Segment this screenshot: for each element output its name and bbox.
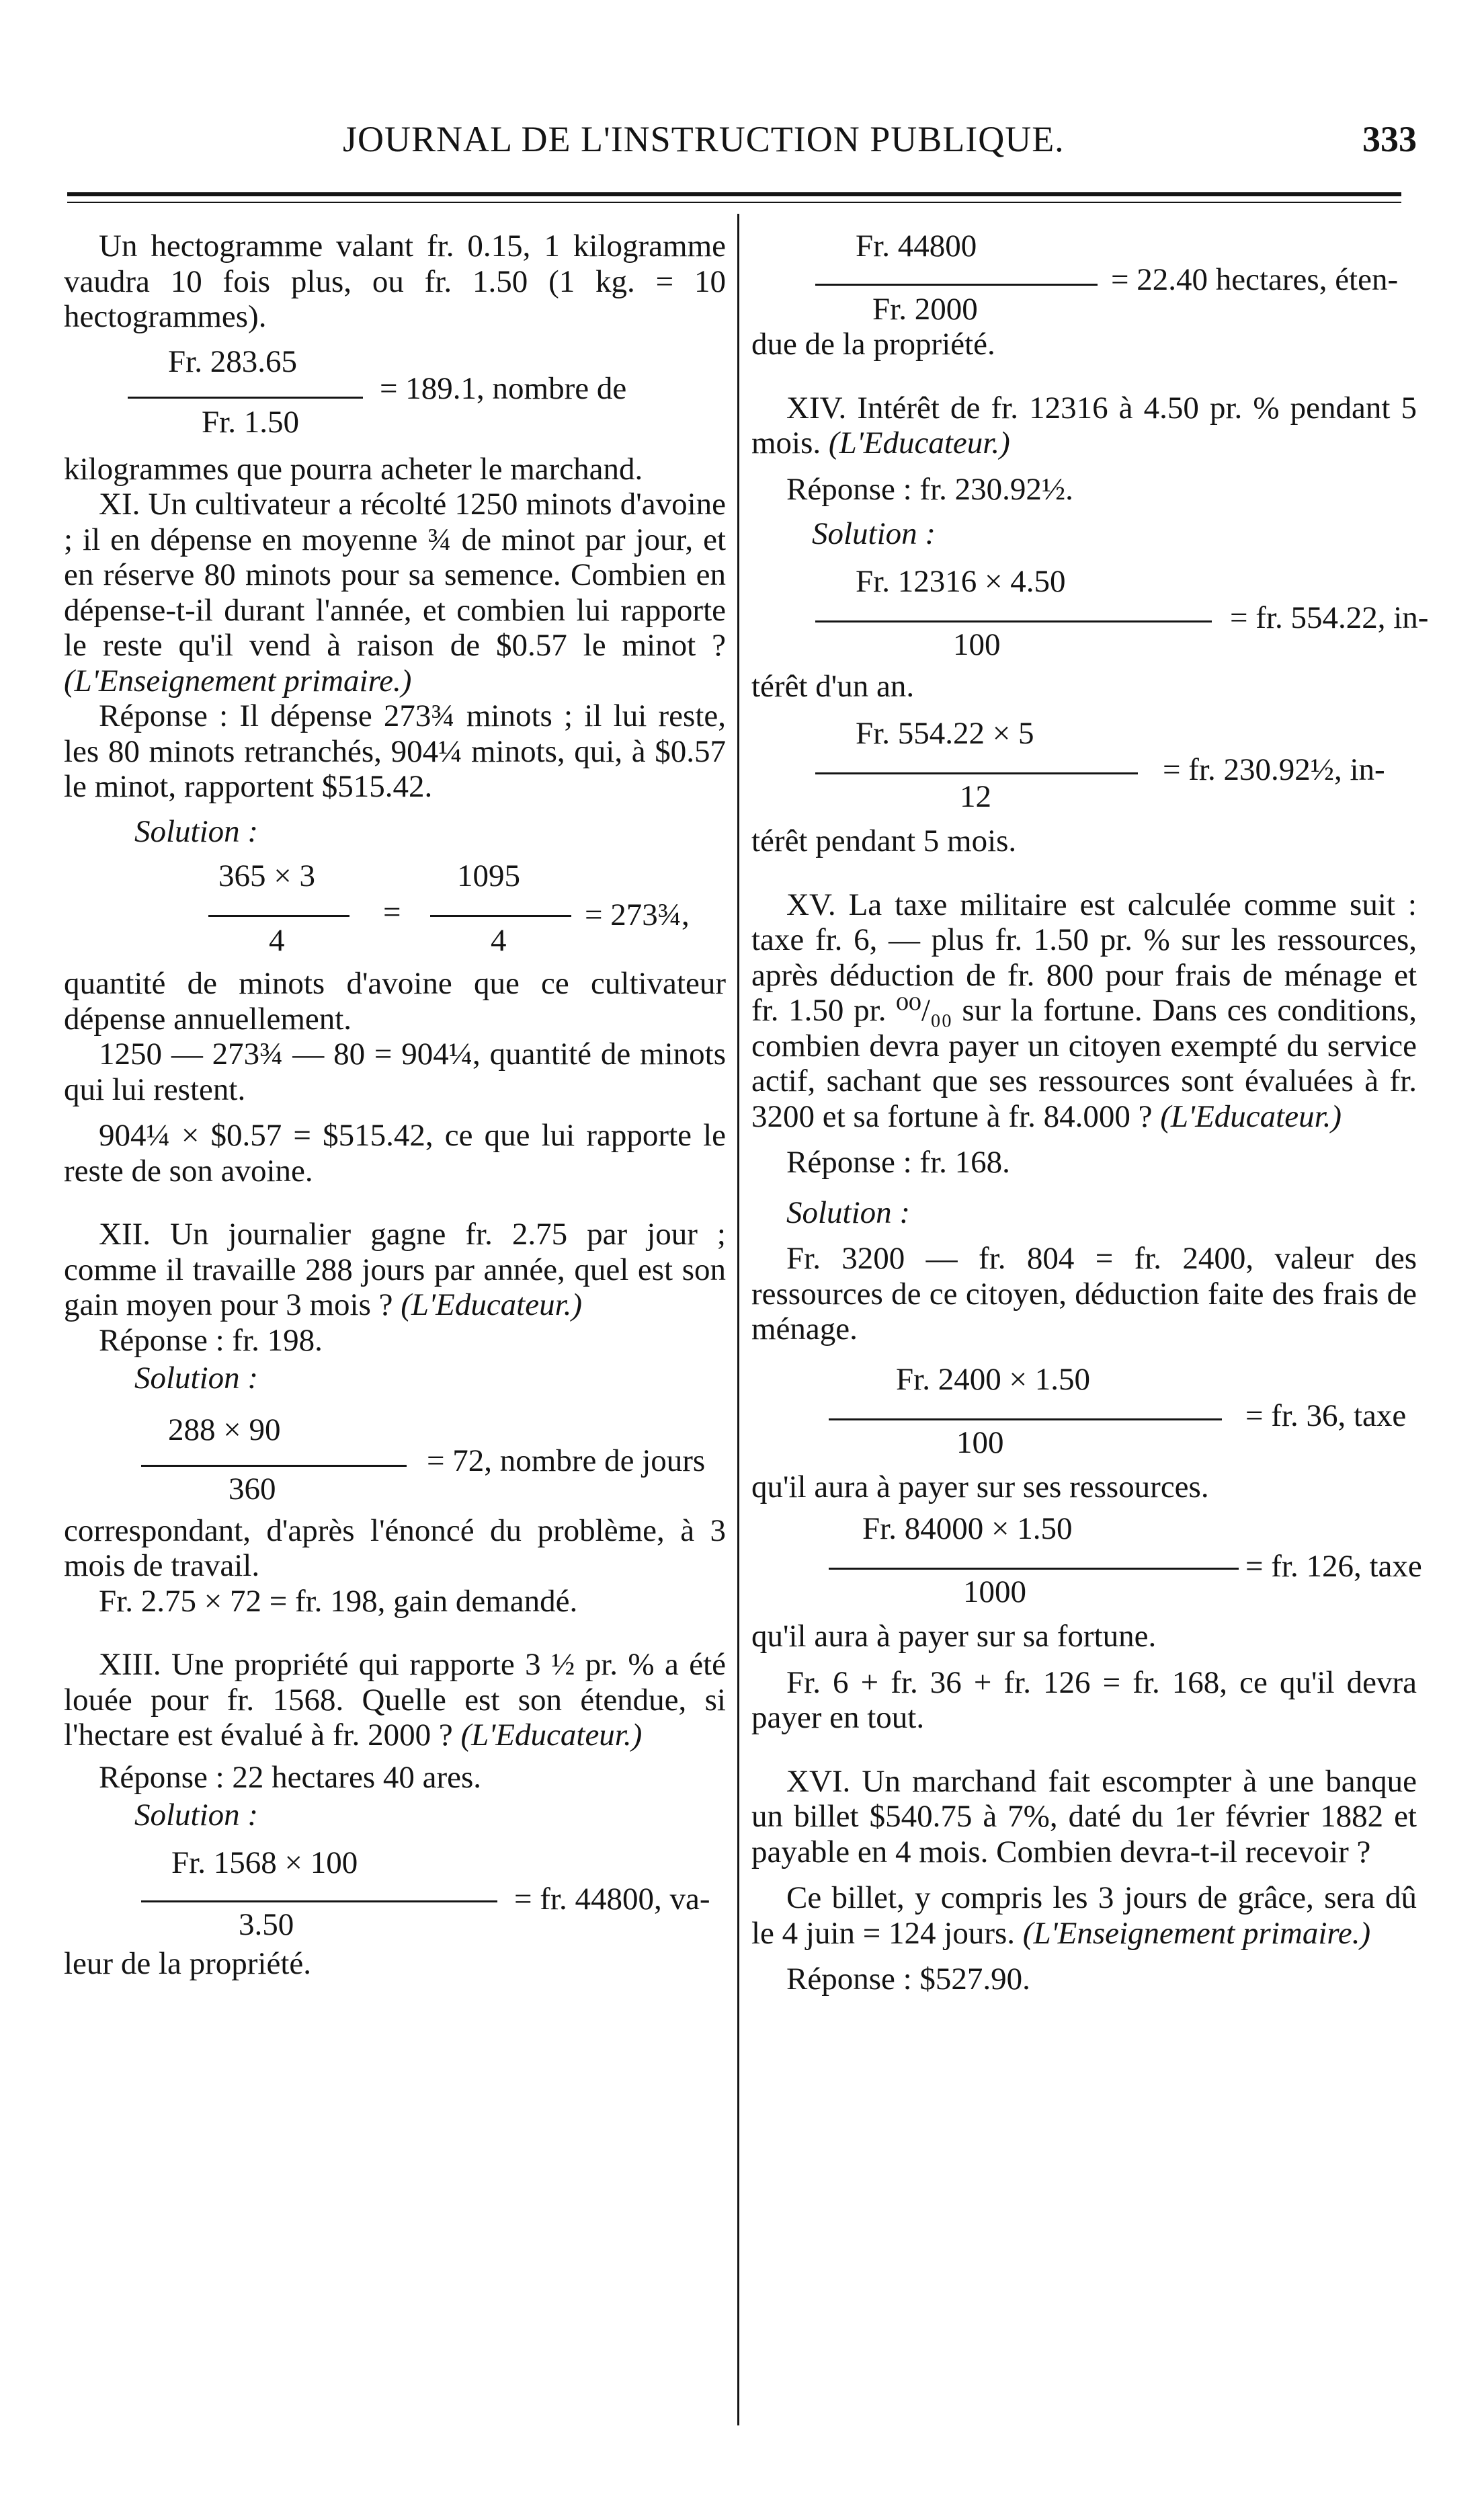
answer: Réponse : fr. 230.92½. bbox=[786, 471, 1073, 507]
answer: Réponse : 22 hectares 40 ares. bbox=[99, 1759, 482, 1795]
fraction-bar bbox=[141, 1465, 407, 1467]
paragraph: Fr. 3200 — fr. 804 = fr. 2400, valeur des ressources de ce citoyen, déduction faite des frais de ménage. bbox=[751, 1241, 1417, 1346]
formula-result: = fr. 230.92½, in- bbox=[1163, 752, 1385, 787]
formula-denominator: 100 bbox=[956, 1424, 1004, 1460]
fraction-bar bbox=[815, 620, 1212, 622]
paragraph: térêt pendant 5 mois. bbox=[751, 823, 1017, 858]
formula-journalier bbox=[64, 1406, 726, 1506]
fraction-bar bbox=[141, 1900, 497, 1902]
fraction-bar bbox=[829, 1568, 1239, 1570]
formula-denominator: Fr. 2000 bbox=[872, 292, 978, 327]
problem-source: (L'Enseignement primaire.) bbox=[1022, 1915, 1371, 1951]
paragraph: qu'il aura à payer sur ses ressources. bbox=[751, 1469, 1209, 1504]
formula-numerator: Fr. 554.22 × 5 bbox=[856, 716, 1034, 751]
formula-denominator: Fr. 1.50 bbox=[202, 404, 299, 440]
header-rule-thin bbox=[67, 202, 1401, 203]
formula-denominator: 100 bbox=[953, 627, 1001, 662]
formula-numerator: Fr. 44800 bbox=[856, 229, 977, 264]
answer: Réponse : fr. 198. bbox=[99, 1322, 323, 1358]
answer: Réponse : fr. 168. bbox=[786, 1145, 1010, 1180]
formula-result: = fr. 554.22, in- bbox=[1230, 600, 1429, 635]
formula-hectares bbox=[751, 229, 1417, 329]
formula-denominator: 360 bbox=[229, 1471, 276, 1506]
fraction-bar bbox=[815, 772, 1138, 774]
fraction-bar bbox=[815, 284, 1098, 286]
formula-hectogram bbox=[64, 344, 726, 457]
fraction-bar bbox=[829, 1418, 1222, 1420]
page-number: 333 bbox=[1362, 119, 1417, 159]
formula-equals: = bbox=[383, 895, 401, 930]
running-title: JOURNAL DE L'INSTRUCTION PUBLIQUE. bbox=[343, 119, 1065, 159]
solution-label: Solution : bbox=[812, 516, 936, 551]
running-header bbox=[0, 113, 1484, 167]
problem-xvi bbox=[751, 1764, 1417, 1870]
paragraph: térêt d'un an. bbox=[751, 668, 915, 704]
formula-denominator: 3.50 bbox=[239, 1906, 294, 1942]
formula-numerator: Fr. 12316 × 4.50 bbox=[856, 563, 1066, 599]
problem-xv bbox=[751, 887, 1417, 1135]
right-column bbox=[751, 229, 1429, 1997]
formula-propriete bbox=[64, 1843, 726, 1943]
problem-source: (L'Educateur.) bbox=[828, 426, 1010, 460]
problem-text: XIV. Intérêt de fr. 12316 à 4.50 pr. % pendant 5 mois. bbox=[751, 390, 1417, 460]
solution-label: Solution : bbox=[786, 1195, 911, 1230]
formula-taxe-fortune bbox=[751, 1511, 1422, 1612]
problem-xiv bbox=[751, 391, 1417, 461]
paragraph: Fr. 2.75 × 72 = fr. 198, gain demandé. bbox=[99, 1583, 578, 1619]
formula-result: = 273¾, bbox=[585, 897, 690, 932]
paragraph: 904¼ × $0.57 = $515.42, ce que lui rapporte le reste de son avoine. bbox=[64, 1118, 726, 1189]
formula-result: = 22.40 hectares, éten- bbox=[1111, 262, 1399, 297]
formula-interet-an bbox=[751, 561, 1429, 662]
paragraph: Un hectogramme valant fr. 0.15, 1 kilogramme vaudra 10 fois plus, ou fr. 1.50 (1 kg. = 10 hectogrammes). bbox=[64, 229, 726, 334]
problem-text: XVI. Un marchand fait escompter à une banque un billet $540.75 à 7%, daté du 1er février 1882 et payable en 4 mois. Combien devra-t-il recevoir ? bbox=[751, 1763, 1417, 1869]
problem-source: (L'Enseignement primaire.) bbox=[64, 663, 412, 698]
formula-result: = fr. 36, taxe bbox=[1245, 1398, 1407, 1433]
formula-numerator: 1095 bbox=[457, 858, 520, 893]
column-divider bbox=[737, 214, 739, 2425]
problem-xi bbox=[64, 487, 726, 698]
paragraph: kilogrammes que pourra acheter le marchand. bbox=[64, 451, 643, 487]
formula-numerator: 288 × 90 bbox=[168, 1412, 281, 1447]
formula-result: = 189.1, nombre de bbox=[380, 370, 627, 406]
formula-denominator: 4 bbox=[491, 923, 507, 958]
formula-denominator: 4 bbox=[269, 923, 285, 958]
formula-denominator: 12 bbox=[960, 779, 991, 814]
problem-source: (L'Educateur.) bbox=[1160, 1098, 1342, 1134]
formula-result: = 72, nombre de jours bbox=[427, 1443, 706, 1478]
problem-text: XIII. Une propriété qui rapporte 3 ½ pr. % a été louée pour fr. 1568. Quelle est son étendue, si l'hectare est évalué à fr. 2000 ? bbox=[64, 1647, 726, 1753]
problem-text: XII. Un journalier gagne fr. 2.75 par jour ; comme il travaille 288 jours par année, quel est son gain moyen pour 3 mois ? bbox=[64, 1217, 726, 1322]
problem-text: XI. Un cultivateur a récolté 1250 minots d'avoine ; il en dépense en moyenne ¾ de minot par jour, et en réserve 80 minots pour sa semence. Combien en dépense-t-il durant l'année, et combien lui rapporte le reste qu'il vend à raison de $0.57 le minot ? bbox=[64, 487, 726, 663]
formula-numerator: Fr. 283.65 bbox=[168, 344, 297, 379]
problem-text: XV. La taxe militaire est calculée comme suit : taxe fr. 6, — plus fr. 1.50 pr. % sur les ressources, après déduction de fr. 800 pour frais de ménage et fr. 1.50 pr. ⁰⁰/₀₀ sur la fortune. Dans ces conditions, combien devra payer un citoyen exempté du service actif, sachant que ses ressources sont évaluées à fr. 3200 et sa fortune à fr. 84.000 ? bbox=[751, 887, 1417, 1134]
problem-source: (L'Educateur.) bbox=[460, 1718, 643, 1753]
problem-xii bbox=[64, 1217, 726, 1323]
problem-source: (L'Educateur.) bbox=[401, 1287, 583, 1322]
answer: Réponse : Il dépense 273¾ minots ; il lui reste, les 80 minots retranchés, 904¼ minots, qui, à $0.57 le minot, rapportent $515.42. bbox=[64, 698, 726, 804]
formula-numerator: Fr. 1568 × 100 bbox=[171, 1845, 358, 1880]
fraction-bar bbox=[430, 915, 571, 917]
formula-taxe-ressources bbox=[751, 1362, 1417, 1463]
solution-label: Solution : bbox=[134, 1361, 259, 1396]
paragraph: leur de la propriété. bbox=[64, 1945, 311, 1981]
formula-result: = fr. 44800, va- bbox=[514, 1881, 710, 1917]
fraction-bar bbox=[128, 397, 363, 399]
header-rule-thick bbox=[67, 192, 1401, 196]
answer: Réponse : $527.90. bbox=[786, 1962, 1030, 1997]
paragraph: qu'il aura à payer sur sa fortune. bbox=[751, 1619, 1157, 1654]
paragraph: Fr. 6 + fr. 36 + fr. 126 = fr. 168, ce qu'il devra payer en tout. bbox=[751, 1664, 1417, 1735]
formula-numerator: Fr. 84000 × 1.50 bbox=[862, 1511, 1073, 1546]
formula-numerator: 365 × 3 bbox=[218, 858, 316, 893]
solution-label: Solution : bbox=[134, 1798, 259, 1833]
paragraph: 1250 — 273¾ — 80 = 904¼, quantité de minots qui lui restent. bbox=[64, 1037, 726, 1107]
formula-result: = fr. 126, taxe bbox=[1245, 1549, 1422, 1584]
paragraph-text: Ce billet, y compris les 3 jours de grâce, sera dû le 4 juin = 124 jours. bbox=[751, 1880, 1417, 1951]
paragraph: correspondant, d'après l'énoncé du problème, à 3 mois de travail. bbox=[64, 1513, 726, 1583]
formula-minots bbox=[64, 858, 726, 959]
problem-xiii bbox=[64, 1647, 726, 1753]
fraction-bar bbox=[208, 915, 349, 917]
solution-label: Solution : bbox=[134, 813, 259, 849]
paragraph: due de la propriété. bbox=[751, 327, 995, 362]
formula-interet-mois bbox=[751, 716, 1417, 817]
paragraph bbox=[751, 1880, 1417, 1951]
formula-denominator: 1000 bbox=[963, 1574, 1026, 1609]
formula-numerator: Fr. 2400 × 1.50 bbox=[896, 1361, 1090, 1397]
paragraph: quantité de minots d'avoine que ce cultivateur dépense annuellement. bbox=[64, 966, 726, 1037]
left-column bbox=[64, 229, 726, 1981]
